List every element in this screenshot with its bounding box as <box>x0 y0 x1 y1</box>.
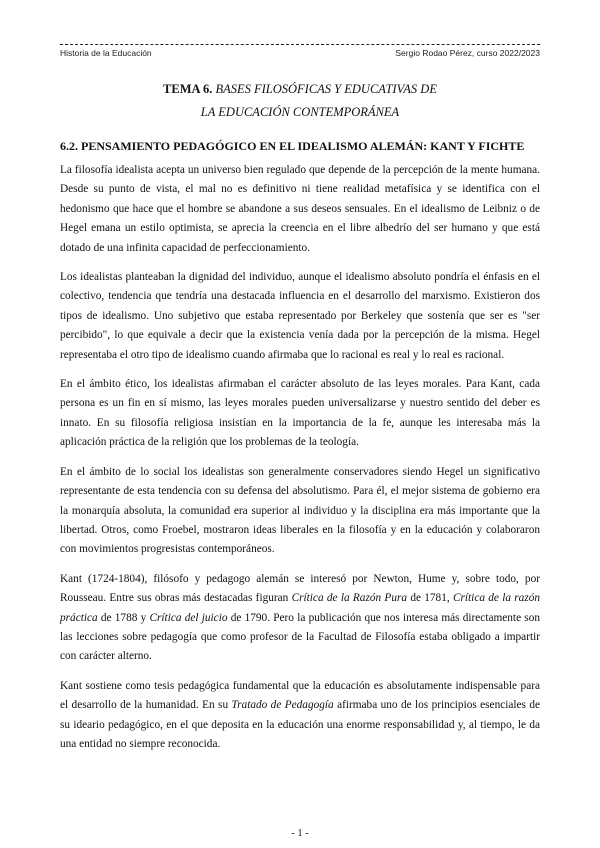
document-title <box>60 78 540 124</box>
italic-title: Crítica del juicio <box>149 611 228 624</box>
text-run: de 1790. Pero la publicación que nos interesa más directamente son las lecciones sobre pedagogía que como profesor de la Facultad de Filosofía estaba obligado a impartir con carácter alterno. <box>60 611 541 663</box>
paragraph <box>60 268 540 365</box>
body-text <box>60 161 540 764</box>
section-heading: 6.2. PENSAMIENTO PEDAGÓGICO EN EL IDEALISMO ALEMÁN: KANT Y FICHTE <box>60 139 525 153</box>
text-run: Kant sostiene como tesis pedagógica fundamental que la educación es absolutamente indispensable para el desarrollo de la humanidad. En su <box>60 679 540 712</box>
title-label: TEMA 6. <box>163 82 213 96</box>
paragraph <box>60 463 540 560</box>
paragraph <box>60 375 540 453</box>
text-run: de 1781, <box>407 592 453 605</box>
text-run: de 1788 y <box>97 611 150 624</box>
page-header <box>60 48 540 58</box>
text-run: En el ámbito ético, los idealistas afirmaban el carácter absoluto de las leyes morales. Para Kant, cada persona es un fin en sí mismo, las leyes morales pueden universalizarse y nuestro sentido del deber es innato. En su filosofía religiosa insistían en la importancia de la fe, aunque les interesaba más la aplicación práctica de la religión que los problemas de la teología. <box>60 378 540 449</box>
page-number: - 1 - <box>291 828 309 839</box>
italic-title: Crítica de la Razón Pura <box>291 592 408 605</box>
text-run: Los idealistas planteaban la dignidad del individuo, aunque el idealismo absoluto pondría el énfasis en el colectivo, tendencia que tendría una destacada influencia en el desarrollo del marxismo. Existieron dos tipos de idealismo. Uno subjetivo que estaba representado por Berkeley que sostenía que ser es "ser percibido", lo que equivale a decir que la existencia venía dada por la percepción de la misma. Hegel representaba el otro tipo de idealismo cuando afirmaba que lo racional es real y lo real es racional. <box>60 271 540 361</box>
text-run: Kant (1724-1804), filósofo y pedagogo alemán se interesó por Newton, Hume y, sobre todo, por Rousseau. Entre sus obras más destacadas figuran <box>60 572 540 605</box>
paragraph <box>60 570 540 667</box>
paragraph <box>60 161 540 258</box>
header-author: Sergio Rodao Pérez, curso 2022/2023 <box>395 48 540 58</box>
title-line-2: LA EDUCACIÓN CONTEMPORÁNEA <box>200 105 400 119</box>
header-rule <box>60 44 540 45</box>
title-line-1: BASES FILOSÓFICAS Y EDUCATIVAS DE <box>212 82 437 96</box>
italic-title: Tratado de Pedagogía <box>231 699 334 712</box>
text-run: afirmaba uno de los principios esenciales de su ideario pedagógico, en el que deposita en la educación una enorme responsabilidad y, al tiempo, le da una entidad no siempre reconocida. <box>60 699 540 750</box>
italic-title: Crítica de la razón práctica <box>60 592 541 624</box>
text-run: La filosofía idealista acepta un universo bien regulado que depende de la percepción de la mente humana. Desde su punto de vista, el mal no es definitivo ni tiene realidad metafísica y se identifica con el hedonismo que hace que el hombre se abandone a sus deseos sensuales. En el idealismo de Leibniz o de Hegel emana un estilo optimista, se aprecia la creencia en el libre albedrío del ser humano y que está dotado de una infinita capacidad de perfeccionamiento. <box>60 164 540 254</box>
text-run: En el ámbito de lo social los idealistas son generalmente conservadores siendo Hegel un significativo representante de esta tendencia con su defensa del absolutismo. Para él, el mejor sistema de gobierno era la monarquía absoluta, la comunidad era superior al individuo y la disciplina era más importante que la libertad. Otros, como Froebel, mostraron ideas liberales en la filosofía y en la educación y colaboraron con movimientos progresistas contemporáneos. <box>60 465 540 556</box>
header-course: Historia de la Educación <box>60 48 152 58</box>
paragraph <box>60 677 540 755</box>
